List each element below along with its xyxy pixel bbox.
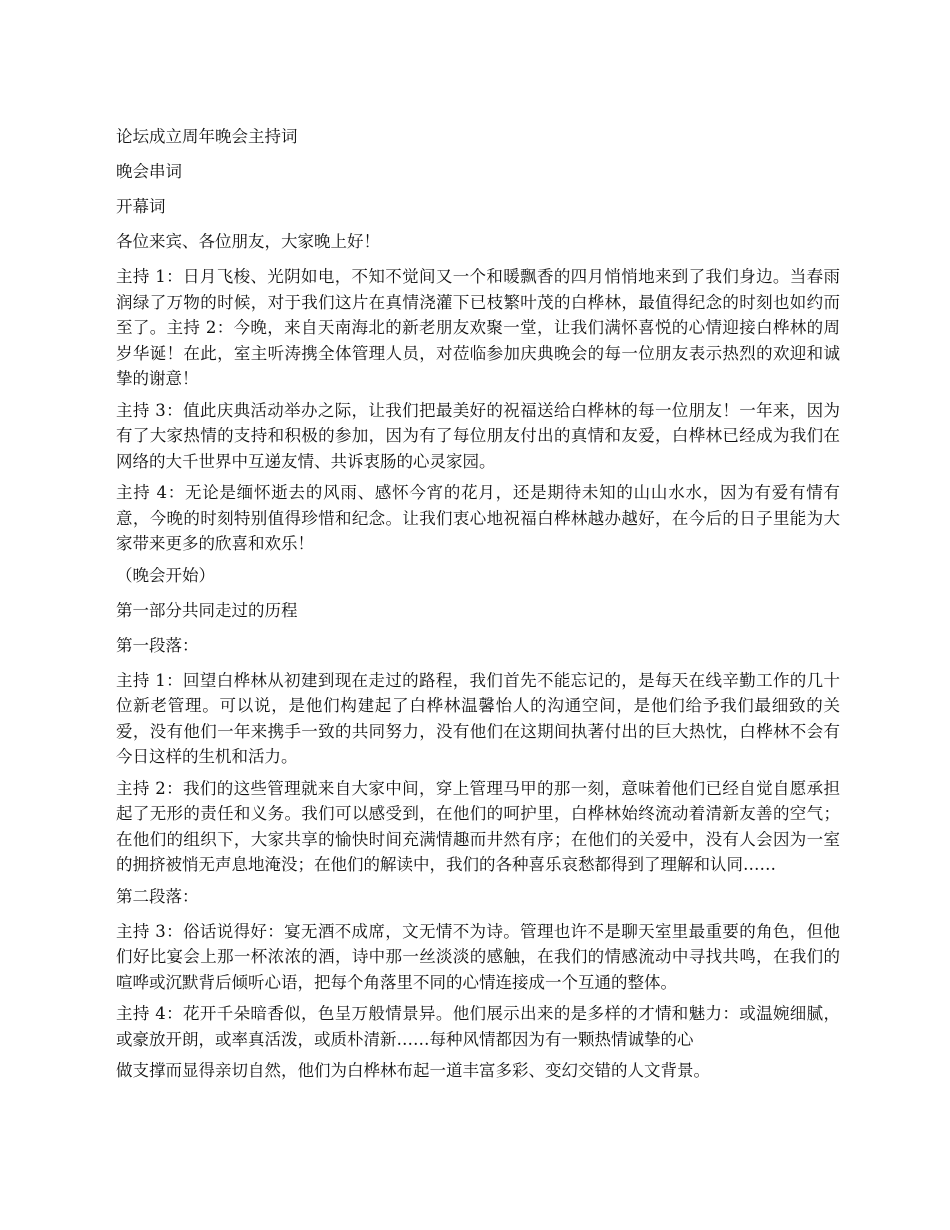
section-heading-evening-script: 晚会串词 (116, 162, 182, 181)
stage-direction: （晚会开始） (116, 565, 215, 585)
greeting-paragraph: 各位来宾、各位朋友，大家晚上好！ (116, 232, 380, 251)
section-heading-opening: 开幕词 (116, 197, 166, 216)
body-paragraph-segment1-host1: 主持 1：回望白桦林从初建到现在走过的路程，我们首先不能忘记的，是每天在线辛勤工作的几十位新老管理。可以说，是他们构建起了白桦林温馨怡人的沟通空间，是他们给予我们最细致的关爱，没有他们一年来携手一致的共同努力，没有他们在这期间执著付出的巨大热忱，白桦林不会有今日这样的生机和活力。 (116, 670, 840, 766)
body-paragraph-continuation: 做支撑而显得亲切自然，他们为白桦林布起一道丰富多彩、变幻交错的人文背景。 (116, 1061, 710, 1080)
body-paragraph-host3: 主持 3：值此庆典活动举办之际，让我们把最美好的祝福送给白桦林的每一位朋友！一年来，因为有了大家热情的支持和积极的参加，因为有了每位朋友付出的真情和友爱，白桦林已经成为我们在网络的大千世界中互递友情、共诉衷肠的心灵家园。 (116, 400, 840, 471)
body-paragraph-segment2-host4: 主持 4：花开千朵暗香似，色呈万般情景异。他们展示出来的是多样的才情和魅力：或温婉细腻，或豪放开朗，或率真活泼，或质朴清新……每种风情都因为有一颗热情诚挚的心 (116, 1004, 840, 1049)
document-title: 论坛成立周年晚会主持词 (116, 127, 298, 146)
body-paragraph-host1-host2: 主持 1：日月飞梭、光阴如电，不知不觉间又一个和暖飘香的四月悄悄地来到了我们身边。当春雨润绿了万物的时候，对于我们这片在真情浇灌下已枝繁叶茂的白桦林，最值得纪念的时刻也如约而至了。主持 2：今晚，来自天南海北的新老朋友欢聚一堂，让我们满怀喜悦的心情迎接白桦林的周岁华诞！在此，室主听涛携全体管理人员，对莅临参加庆典晚会的每一位朋友表示热烈的欢迎和诚挚的谢意！ (116, 267, 840, 388)
body-paragraph-segment2-host3: 主持 3：俗话说得好：宴无酒不成席，文无情不为诗。管理也许不是聊天室里最重要的角色，但他们好比宴会上那一杯浓浓的酒，诗中那一丝淡淡的感触，在我们的情感流动中寻找共鸣，在我们的喧哗或沉默背后倾听心语，把每个角落里不同的心情连接成一个互通的整体。 (116, 921, 840, 992)
body-paragraph-host4: 主持 4：无论是缅怀逝去的风雨、感怀今宵的花月，还是期待未知的山山水水，因为有爱有情有意，今晚的时刻特别值得珍惜和纪念。让我们衷心地祝福白桦林越办越好，在今后的日子里能为大家带来更多的欣喜和欢乐！ (116, 483, 840, 553)
segment-one-heading: 第一段落： (116, 635, 199, 655)
part-one-heading: 第一部分共同走过的历程 (116, 600, 298, 620)
document-page (116, 124, 840, 1090)
body-paragraph-segment1-host2: 主持 2：我们的这些管理就来自大家中间，穿上管理马甲的那一刻，意味着他们已经自觉自愿承担起了无形的责任和义务。我们可以感受到，在他们的呵护里，白桦林始终流动着清新友善的空气；在他们的组织下，大家共享的愉快时间充满情趣而井然有序；在他们的关爱中，没有人会因为一室的拥挤被悄无声息地淹没；在他们的解读中，我们的各种喜乐哀愁都得到了理解和认同…… (116, 778, 840, 874)
segment-two-heading: 第二段落： (116, 886, 199, 906)
